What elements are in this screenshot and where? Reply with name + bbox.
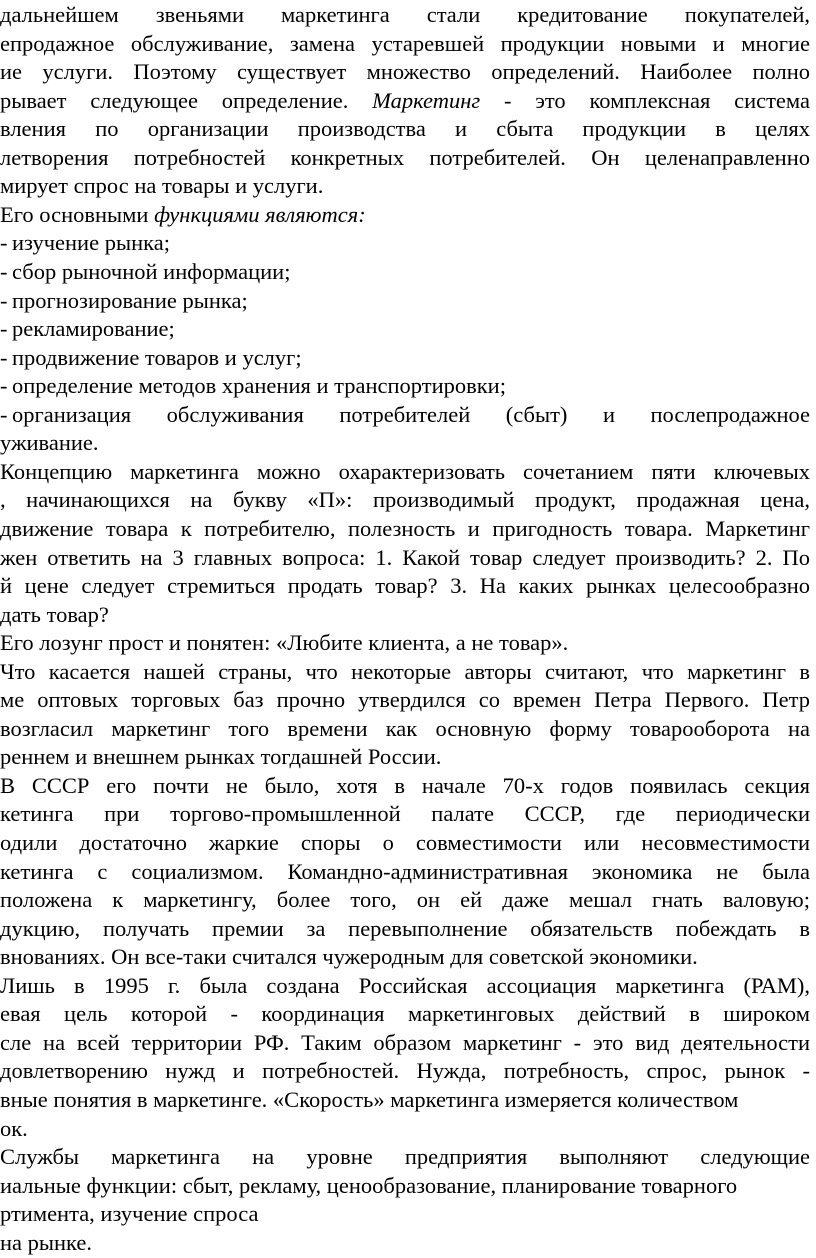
- text-run: кетинга с социализмом. Командно-административная экономика не была: [0, 858, 810, 884]
- text-run: дальнейшем звеньями маркетинга стали кредитование покупателей,: [0, 2, 810, 27]
- text-run: довлетворению нужд и потребностей. Нужда, потребность, спрос, рынок -: [0, 1058, 810, 1084]
- text-run: Лишь в 1995 г. была создана Российская ассоциация маркетинга (РАМ),: [0, 972, 810, 998]
- text-run: , начинающихся на букву «П»: производимый продукт, продажная цена,: [0, 487, 810, 513]
- text-line: [0, 57, 810, 87]
- italic-term: функциями являются:: [154, 201, 366, 227]
- text-run: й цене следует стремиться продать товар? 3. На каких рынках целесообразно: [0, 573, 810, 598]
- text-line: [0, 828, 810, 858]
- text-line: [0, 714, 810, 744]
- text-run: уживание.: [0, 430, 99, 456]
- text-line: [0, 29, 810, 59]
- text-run: вные понятия в маркетинге. «Скорость» маркетинга измеряется количеством: [0, 1086, 739, 1112]
- text-run: жен ответить на 3 главных вопроса: 1. Какой товар следует производить? 2. По: [0, 544, 810, 570]
- text-line: [0, 942, 810, 972]
- list-item: [0, 257, 810, 287]
- text-line: [0, 571, 810, 601]
- text-run: положена к маркетингу, более того, он ей даже мешал гнать валовую;: [0, 887, 810, 913]
- text-line: [0, 0, 810, 30]
- text-run: Его лозунг прост и понятен: «Любите клиента, а не товар».: [0, 630, 569, 656]
- text-run: движение товара к потребителю, полезность и пригодность товара. Маркетинг: [0, 515, 810, 541]
- list-item: [0, 314, 810, 344]
- text-run: ок.: [0, 1115, 28, 1141]
- list-dash: -: [0, 230, 8, 256]
- list-dash: -: [0, 401, 8, 427]
- text-line: [0, 600, 810, 630]
- text-line: [0, 1142, 810, 1172]
- text-run: на рынке.: [0, 1229, 93, 1255]
- list-item: [0, 343, 810, 373]
- list-item: [0, 228, 810, 258]
- text-line: [0, 1171, 810, 1201]
- text-line: [0, 428, 810, 458]
- text-run: иальные функции: сбыт, рекламу, ценообразование, планирование товарного: [0, 1172, 738, 1198]
- text-run: внованиях. Он все-таки считался чужеродным для советской экономики.: [0, 944, 698, 970]
- text-run: епродажное обслуживание, замена устаревшей продукции новыми и многие: [0, 30, 810, 56]
- list-item: [0, 371, 810, 401]
- text-run: ие услуги. Поэтому существует множество определений. Наиболее полно: [0, 59, 810, 85]
- text-run: сле на всей территории РФ. Таким образом маркетинг - это вид деятельности: [0, 1029, 810, 1055]
- list-dash: -: [0, 287, 8, 313]
- text-run: реннем и внешнем рынках тогдашней России.: [0, 744, 442, 770]
- text-run: вления по организации производства и сбыта продукции в целях: [0, 116, 810, 142]
- list-dash: -: [0, 258, 8, 284]
- text-run: дукцию, получать премии за перевыполнение обязательств побеждать в: [0, 915, 810, 941]
- text-line: [0, 1056, 810, 1086]
- text-run: Что касается нашей страны, что некоторые авторы считают, что маркетинг в: [0, 658, 810, 684]
- text-line: [0, 771, 810, 801]
- text-run: прогнозирование рынка;: [12, 287, 248, 313]
- text-line: [0, 685, 810, 715]
- text-run: продвижение товаров и услуг;: [12, 344, 302, 370]
- text-line: [0, 171, 810, 201]
- text-run: кетинга при торгово-промышленной палате СССР, где периодически: [0, 801, 810, 827]
- text-run: определение методов хранения и транспортировки;: [12, 373, 506, 399]
- text-line: [0, 857, 810, 887]
- list-item: [0, 400, 810, 430]
- text-line: [0, 543, 810, 573]
- text-run: летворения потребностей конкретных потребителей. Он целенаправленно: [0, 144, 810, 170]
- text-line: [0, 628, 810, 658]
- text-line: [0, 514, 810, 544]
- text-line: [0, 999, 810, 1029]
- text-run: одили достаточно жаркие споры о совместимости или несовместимости: [0, 830, 810, 855]
- text-run: рекламирование;: [12, 316, 175, 342]
- text-line: [0, 799, 810, 829]
- text-run: изучение рынка;: [12, 230, 170, 256]
- text-run: - это комплексная система: [480, 87, 810, 113]
- text-line: [0, 114, 810, 144]
- text-line: [0, 1199, 810, 1229]
- italic-term: Маркетинг: [372, 87, 481, 113]
- list-item: [0, 286, 810, 316]
- text-run: ме оптовых торговых баз прочно утвердился со времен Петра Первого. Петр: [0, 687, 810, 713]
- text-line: [0, 86, 810, 116]
- text-line: [0, 1028, 810, 1058]
- text-line: [0, 914, 810, 944]
- text-line: [0, 1114, 810, 1144]
- text-line: [0, 657, 810, 687]
- text-line: [0, 885, 810, 915]
- text-run: мирует спрос на товары и услуги.: [0, 173, 324, 199]
- text-run: рывает следующее определение.: [0, 87, 373, 113]
- list-dash: -: [0, 344, 8, 370]
- text-run: дать товар?: [0, 601, 109, 627]
- text-line: [0, 200, 810, 230]
- text-line: [0, 742, 810, 772]
- text-line: [0, 1228, 810, 1258]
- text-run: Службы маркетинга на уровне предприятия выполняют следующие: [0, 1144, 810, 1169]
- text-line: [0, 1085, 810, 1115]
- text-run: евая цель которой - координация маркетинговых действий в широком: [0, 1001, 810, 1027]
- text-run: организация обслуживания потребителей (сбыт) и послепродажное: [12, 401, 810, 427]
- text-run: сбор рыночной информации;: [12, 258, 291, 284]
- text-line: [0, 143, 810, 173]
- list-dash: -: [0, 316, 8, 342]
- list-dash: -: [0, 373, 8, 399]
- text-line: [0, 971, 810, 1001]
- text-run: Концепцию маркетинга можно охарактеризовать сочетанием пяти ключевых: [0, 458, 810, 484]
- text-run: В СССР его почти не было, хотя в начале 70-х годов появилась секция: [0, 772, 810, 798]
- text-line: [0, 457, 810, 487]
- text-run: ртимента, изучение спроса: [0, 1201, 259, 1227]
- text-line: [0, 485, 810, 515]
- text-run: возгласил маркетинг того времени как основную форму товарооборота на: [0, 715, 810, 741]
- text-run: Его основными: [0, 201, 155, 227]
